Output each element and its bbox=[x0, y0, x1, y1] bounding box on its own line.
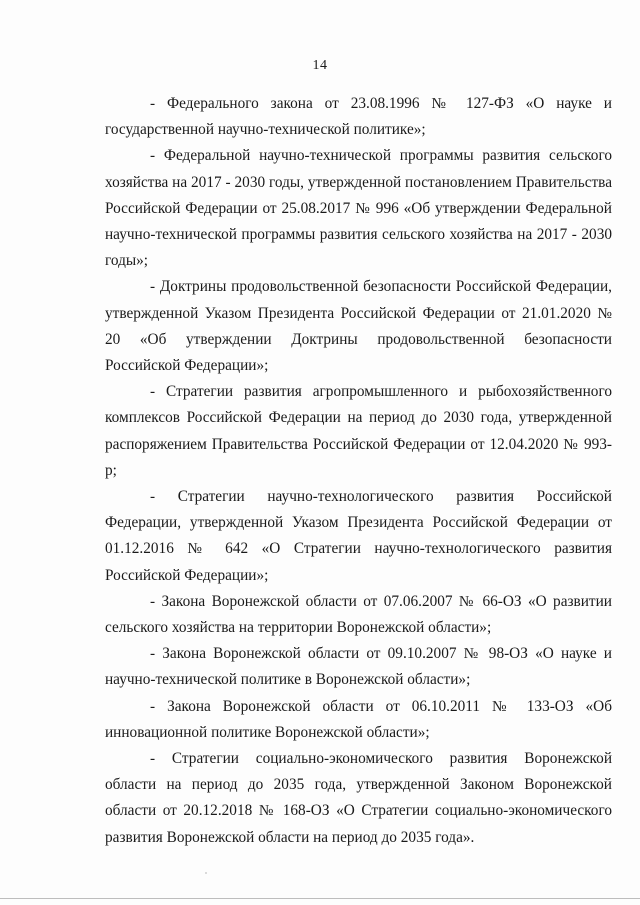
paragraph-voronezh-science-law: - Закона Воронежской области от 09.10.2007 № 98-ОЗ «О науке и научно-технической политике в Воронежской области»; bbox=[105, 645, 612, 689]
paragraph-agro-strategy: - Стратегии развития агропромышленного и рыбохозяйственного комплексов Российской Федерации на период до 2030 года, утвержденной распоряжением Правительства Российской Федерации от 12.04.2020 № 993-р; bbox=[105, 383, 612, 479]
paragraph-federal-law-science: - Федерального закона от 23.08.1996 № 127-ФЗ «О науке и государственной научно-технической политике»; bbox=[105, 95, 612, 139]
paragraph-federal-program-agriculture: - Федеральной научно-технической программы развития сельского хозяйства на 2017 - 2030 годы, утвержденной постановлением Правительства Российской Федерации от 25.08.2017 № 996 «Об утверждении Федеральной научно-технической программы развития сельского хозяйства на 2017 - 2030 годы»; bbox=[105, 147, 612, 270]
paragraph-food-security-doctrine: - Доктрины продовольственной безопасности Российской Федерации, утвержденной Указом Президента Российской Федерации от 21.01.2020 № 20 «Об утверждении Доктрины продовольственной безопасности Российской Федерации»; bbox=[105, 278, 612, 375]
paragraph-voronezh-agriculture-law: - Закона Воронежской области от 07.06.2007 № 66-ОЗ «О развитии сельского хозяйства на территории Воронежской области»; bbox=[105, 592, 612, 637]
document-body bbox=[105, 91, 612, 851]
scan-artifact-dot bbox=[205, 872, 207, 874]
paragraph-voronezh-innovation-law: - Закона Воронежской области от 06.10.2011 № 133-ОЗ «Об инновационной политике Воронежской области»; bbox=[105, 697, 612, 741]
page-bottom-edge bbox=[0, 898, 640, 899]
paragraph-voronezh-socioeconomic-strategy: - Стратегии социально-экономического развития Воронежской области на период до 2035 года, утвержденной Законом Воронежской области от 20.12.2018 № 168-ОЗ «О Стратегии социально-экономического развития Воронежской области на период до 2035 года». bbox=[105, 750, 612, 846]
paragraph-scitech-strategy: - Стратегии научно-технологического развития Российской Федерации, утвержденной Указом Президента Российской Федерации от 01.12.2016 № 642 «О Стратегии научно-технологического развития Российской Федерации»; bbox=[105, 488, 612, 584]
page-number: 14 bbox=[312, 58, 328, 73]
